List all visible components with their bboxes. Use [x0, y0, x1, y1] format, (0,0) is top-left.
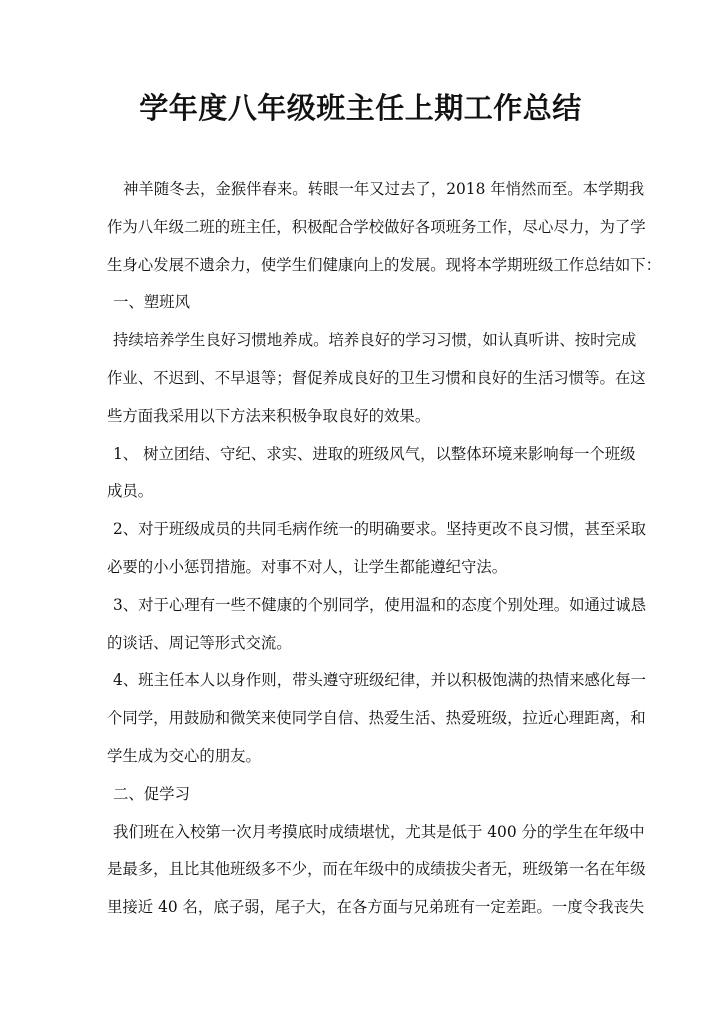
- paragraph-line: 我们班在入校第一次月考摸底时成绩堪忧，尤其是低于 400 分的学生在年级中: [113, 822, 645, 841]
- document-title: 学年度八年级班主任上期工作总结: [139, 91, 582, 125]
- paragraph-line: 的谈话、周记等形式交流。: [107, 633, 292, 652]
- paragraph-line: 个同学，用鼓励和微笑来使同学自信、热爱生活、热爱班级，拉近心理距离，和: [107, 709, 646, 728]
- paragraph-line: 3、对于心理有一些不健康的个别同学，使用温和的态度个别处理。如通过诚恳: [113, 595, 647, 614]
- section-heading-line: 成员。: [107, 482, 154, 501]
- paragraph-line: 学生成为交心的朋友。: [107, 746, 261, 765]
- section-heading-line: 二、促学习: [113, 784, 190, 803]
- paragraph-line: 持续培养学生良好习惯地养成。培养良好的学习习惯，如认真听讲、按时完成: [113, 331, 637, 350]
- paragraph-line: 是最多，且比其他班级多不少，而在年级中的成绩拔尖者无，班级第一名在年级: [107, 860, 646, 879]
- paragraph-line: 生身心发展不遗余力，使学生们健康向上的发展。现将本学期班级工作总结如下：: [107, 255, 662, 274]
- document-body: [107, 171, 662, 927]
- paragraph-line: 作业、不迟到、不早退等；督促养成良好的卫生习惯和良好的生活习惯等。在这: [107, 368, 646, 387]
- paragraph-line: 4、班主任本人以身作则，带头遵守班级纪律，并以积极饱满的热情来感化每一: [113, 671, 647, 690]
- paragraph-line: 1、 树立团结、守纪、求实、进取的班级风气，以整体环境来影响每一个班级: [113, 444, 636, 463]
- paragraph-line: 些方面我采用以下方法来积极争取良好的效果。: [107, 406, 431, 425]
- paragraph-line: 神羊随冬去，金猴伴春来。转眼一年又过去了，2018 年悄然而至。本学期我: [123, 180, 645, 198]
- paragraph-line: 2、对于班级成员的共同毛病作统一的明确要求。坚持更改不良习惯，甚至采取: [113, 520, 647, 539]
- paragraph-line: 必要的小小惩罚措施。对事不对人，让学生都能遵纪守法。: [107, 557, 508, 576]
- paragraph-line: 作为八年级二班的班主任，积极配合学校做好各项班务工作，尽心尽力，为了学: [107, 217, 646, 236]
- paragraph-line: 里接近 40 名，底子弱，尾子大，在各方面与兄弟班有一定差距。一度令我丧失: [107, 898, 645, 917]
- section-heading-line: 一、塑班风: [113, 293, 190, 312]
